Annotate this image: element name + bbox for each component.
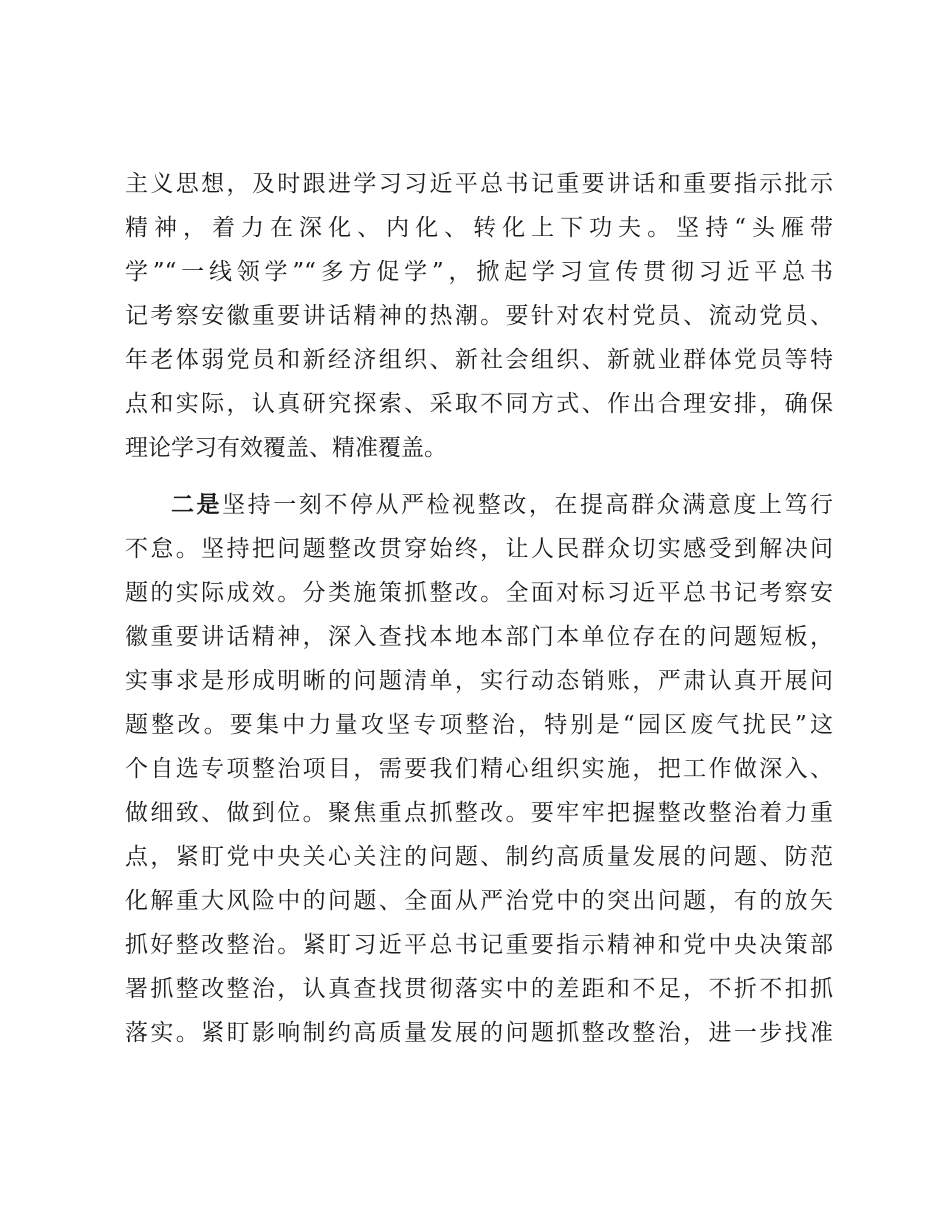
text-line: 学”“一线领学”“多方促学”，掀起学习宣传贯彻习近平总书 (125, 259, 833, 285)
text-line: 理论学习有效覆盖、精准覆盖。 (125, 435, 447, 461)
text-line: 抓好整改整治。紧盯习近平总书记重要指示精神和党中央决策部 (125, 932, 833, 958)
text-line: 主义思想，及时跟进学习习近平总书记重要讲话和重要指示批示 (125, 171, 833, 197)
paragraph-lead: 二是 (171, 492, 223, 518)
text-line: 点，紧盯党中央关心关注的问题、制约高质量发展的问题、防范 (125, 844, 833, 870)
text-line: 点和实际，认真研究探索、采取不同方式、作出合理安排，确保 (125, 391, 833, 417)
text-line: 落实。紧盯影响制约高质量发展的问题抓整改整治，进一步找准 (125, 1020, 833, 1046)
paragraph-2-first-line (171, 485, 833, 525)
text-line: 不怠。坚持把问题整改贯穿始终，让人民群众切实感受到解决问 (125, 536, 833, 562)
text-line: 精神，着力在深化、内化、转化上下功夫。坚持“头雁带 (125, 215, 833, 241)
text-line: 题的实际成效。分类施策抓整改。全面对标习近平总书记考察安 (125, 580, 833, 606)
text-run: 坚持一刻不停从严检视整改，在提高群众满意度上笃行 (222, 492, 834, 518)
text-line: 个自选专项整治项目，需要我们精心组织实施，把工作做深入、 (125, 756, 833, 782)
text-line: 化解重大风险中的问题、全面从严治党中的突出问题，有的放矢 (125, 888, 833, 914)
text-line: 做细致、做到位。聚焦重点抓整改。要牢牢把握整改整治着力重 (125, 800, 833, 826)
text-line: 实事求是形成明晰的问题清单，实行动态销账，严肃认真开展问 (125, 668, 833, 694)
text-line: 徽重要讲话精神，深入查找本地本部门本单位存在的问题短板， (125, 624, 833, 650)
text-line: 题整改。要集中力量攻坚专项整治，特别是“园区废气扰民”这 (125, 712, 833, 738)
text-line: 年老体弱党员和新经济组织、新社会组织、新就业群体党员等特 (125, 347, 833, 373)
text-line: 署抓整改整治，认真查找贯彻落实中的差距和不足，不折不扣抓 (125, 976, 833, 1002)
text-line: 记考察安徽重要讲话精神的热潮。要针对农村党员、流动党员、 (125, 303, 833, 329)
